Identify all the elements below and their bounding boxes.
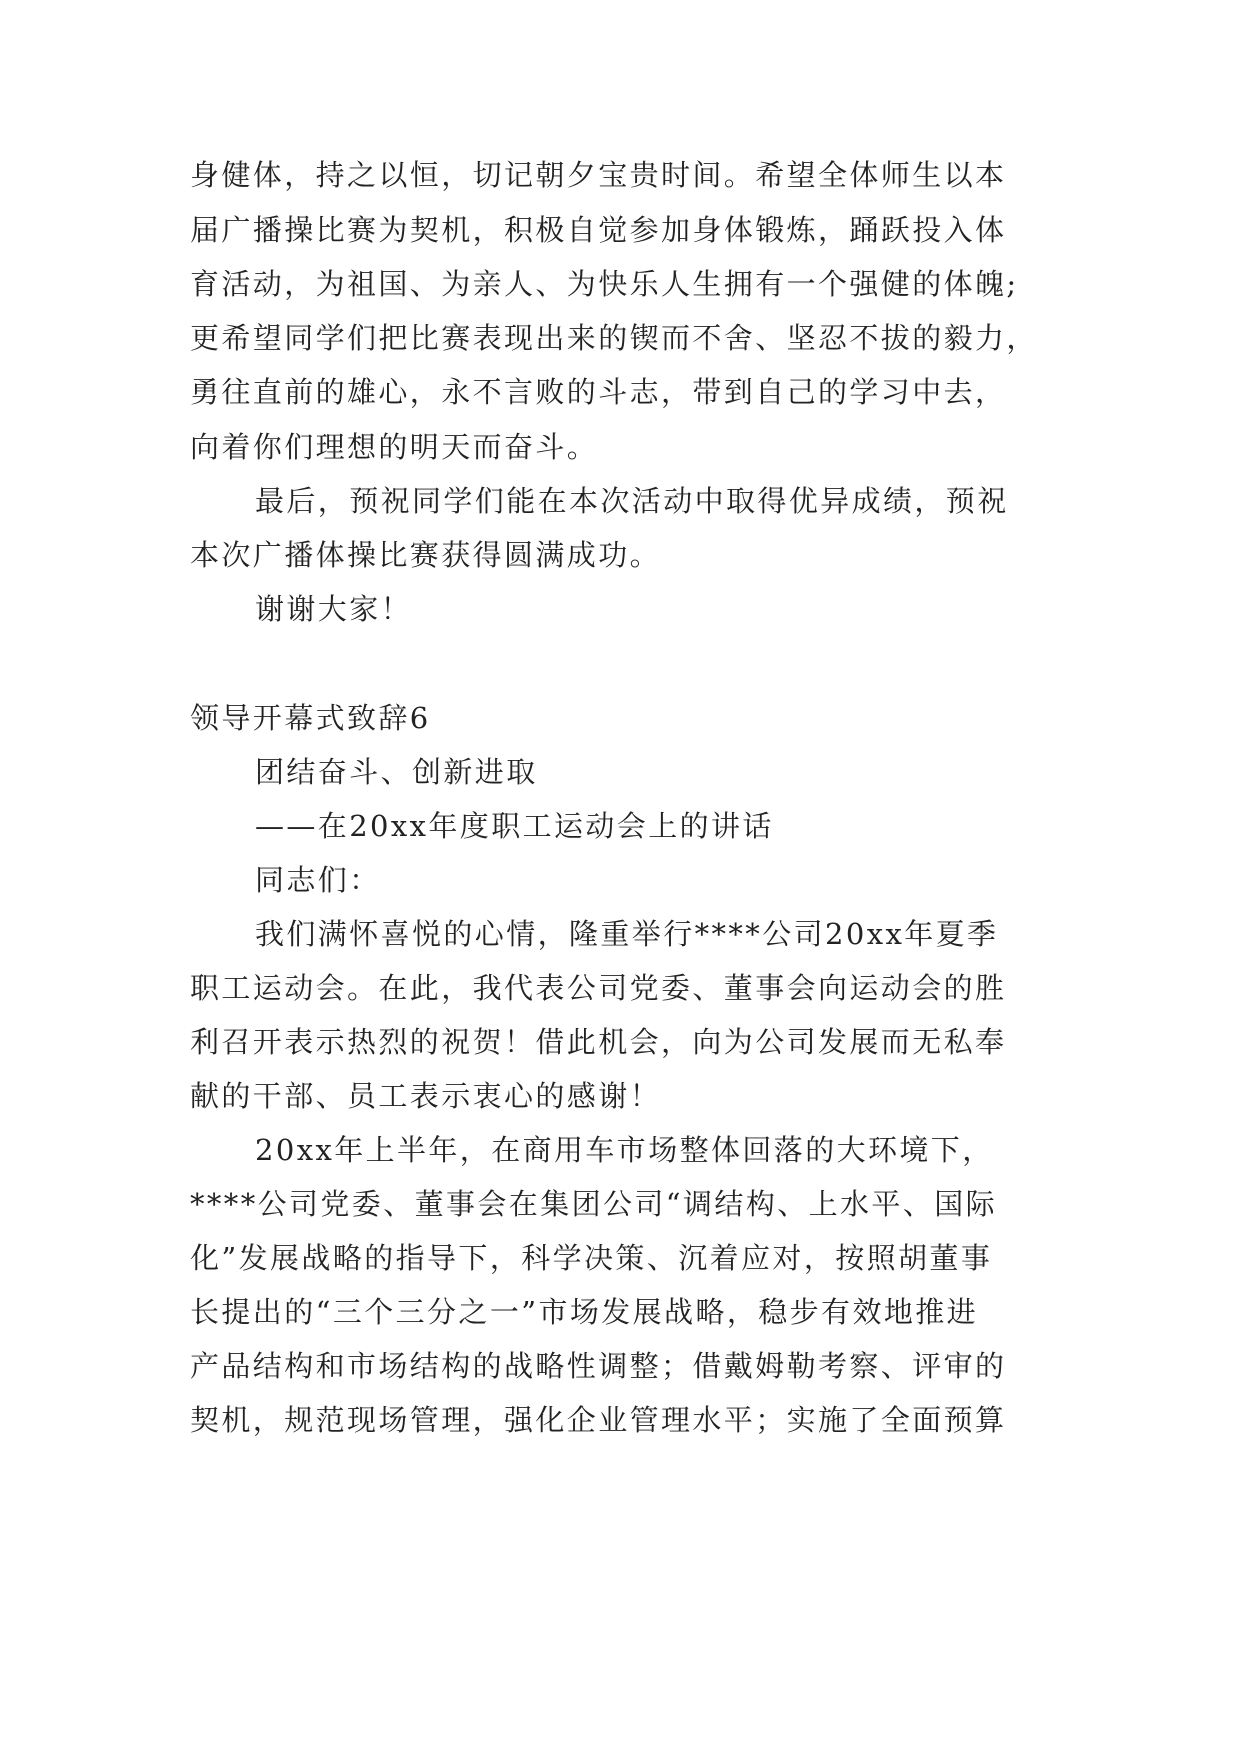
- speech-subtitle: ——在20xx年度职工运动会上的讲话: [255, 809, 774, 843]
- body-text-line: 届广播操比赛为契机，积极自觉参加身体锻炼，踊跃投入体: [190, 213, 1007, 247]
- body-text-line: 勇往直前的雄心，永不言败的斗志，带到自己的学习中去，: [190, 375, 1007, 409]
- body-text-line: 契机，规范现场管理，强化企业管理水平；实施了全面预算: [190, 1403, 1007, 1437]
- body-text-line: 长提出的“三个三分之一”市场发展战略，稳步有效地推进: [190, 1295, 979, 1329]
- body-text-line: 献的干部、员工表示衷心的感谢！: [190, 1079, 662, 1113]
- body-text-line: 向着你们理想的明天而奋斗。: [190, 430, 599, 464]
- body-text-line: 更希望同学们把比赛表现出来的锲而不舍、坚忍不拔的毅力，: [190, 321, 1038, 355]
- body-text-line: 最后，预祝同学们能在本次活动中取得优异成绩，预祝: [255, 484, 1009, 518]
- salutation: 同志们：: [255, 863, 381, 897]
- section-heading: 领导开幕式致辞6: [190, 701, 431, 735]
- body-text-line: 职工运动会。在此，我代表公司党委、董事会向运动会的胜: [190, 971, 1007, 1005]
- closing-thanks: 谢谢大家！: [255, 592, 413, 626]
- body-text-line: 产品结构和市场结构的战略性调整；借戴姆勒考察、评审的: [190, 1349, 1007, 1383]
- body-text-line: ****公司党委、董事会在集团公司“调结构、上水平、国际: [190, 1187, 998, 1221]
- body-text-line: 20xx年上半年，在商用车市场整体回落的大环境下，: [255, 1133, 994, 1167]
- body-text-line: 身健体，持之以恒，切记朝夕宝贵时间。希望全体师生以本: [190, 158, 1007, 192]
- speech-title: 团结奋斗、创新进取: [255, 755, 538, 789]
- body-text-line: 利召开表示热烈的祝贺！借此机会，向为公司发展而无私奉: [190, 1025, 1007, 1059]
- body-text-line: 育活动，为祖国、为亲人、为快乐人生拥有一个强健的体魄;: [190, 267, 1019, 301]
- body-text-line: 化”发展战略的指导下，科学决策、沉着应对，按照胡董事: [190, 1241, 993, 1275]
- body-text-line: 本次广播体操比赛获得圆满成功。: [190, 538, 662, 572]
- body-text-line: 我们满怀喜悦的心情，隆重举行****公司20xx年夏季: [255, 917, 999, 951]
